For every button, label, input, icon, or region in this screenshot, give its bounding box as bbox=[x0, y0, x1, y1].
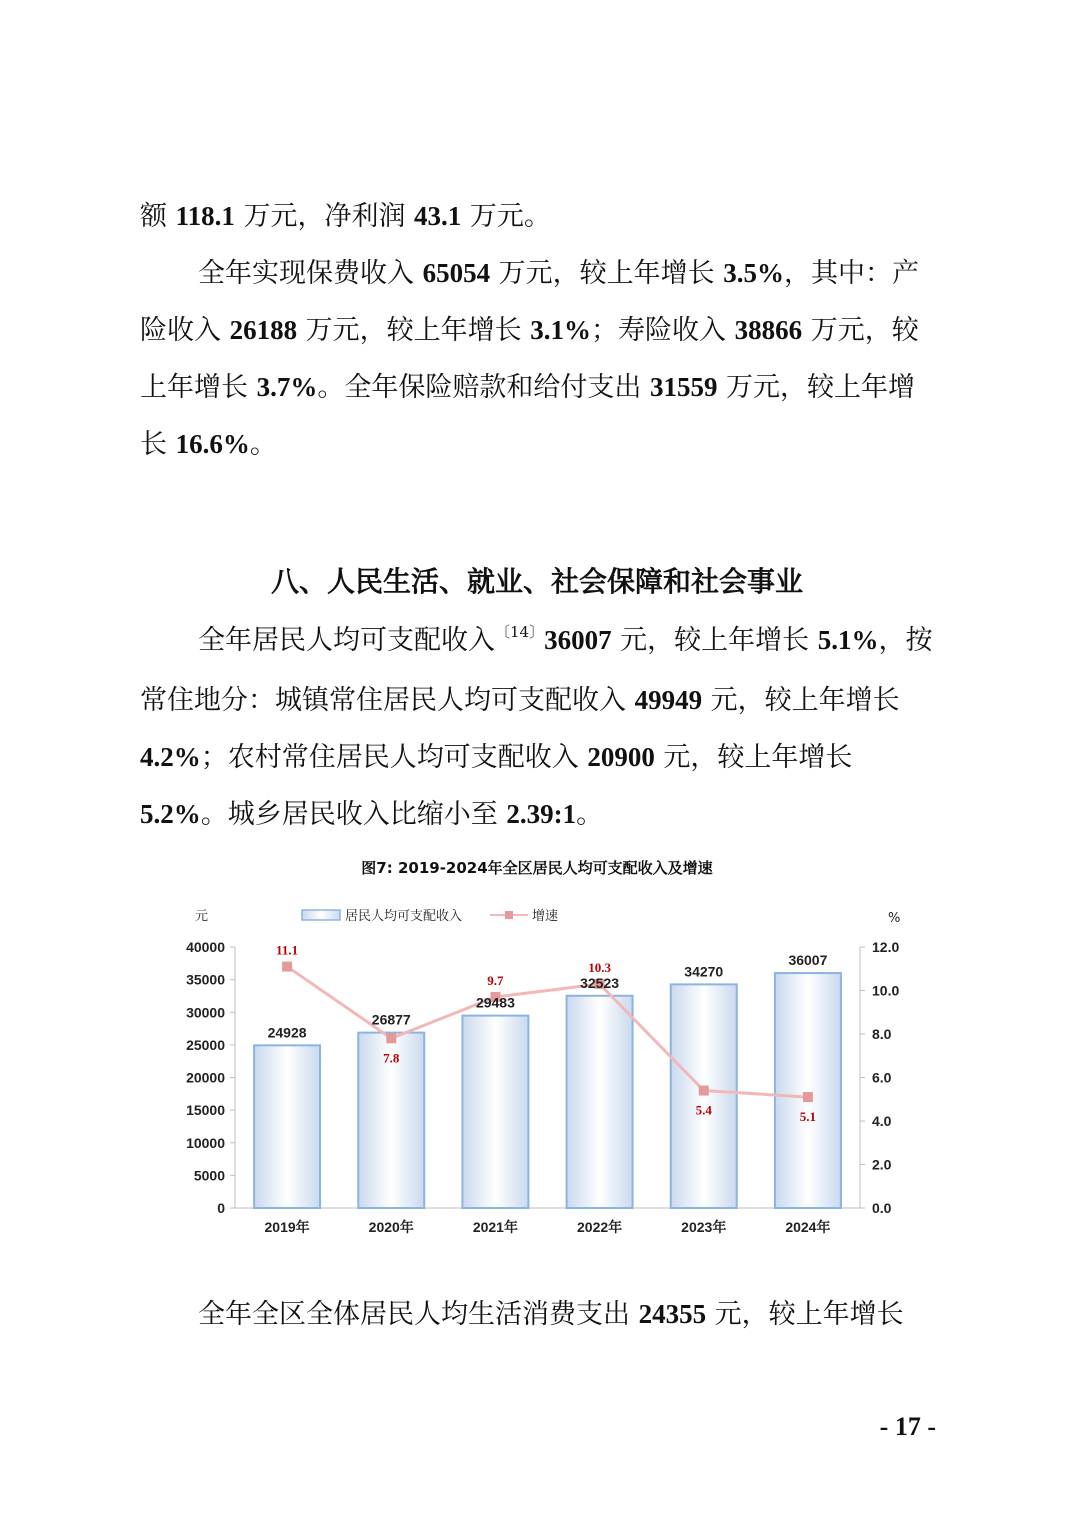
section-heading: 八、人民生活、就业、社会保障和社会事业 bbox=[270, 565, 803, 598]
growth-value-label: 9.7 bbox=[487, 973, 504, 989]
left-tick-label: 20000 bbox=[186, 1069, 225, 1086]
bar bbox=[462, 1016, 528, 1208]
growth-value-label: 10.3 bbox=[588, 959, 611, 975]
chart-legend bbox=[302, 908, 558, 924]
left-tick-label: 25000 bbox=[186, 1036, 225, 1053]
left-tick-label: 30000 bbox=[186, 1004, 225, 1021]
paragraph-insurance-profit: 额 118.1 万元，净利润 43.1 万元。 bbox=[140, 201, 551, 232]
paragraph-insurance-premium: 全年实现保费收入 65054 万元，较上年增长 3.5%，其中：产险收入 26188 万元，较上年增长 3.1%；寿险收入 38866 万元，较上年增长 3.7%。全年保险赔款和给付支出 31559 万元，较上年增长 16.6%。 bbox=[140, 258, 920, 460]
legend-line-marker bbox=[505, 911, 513, 919]
legend-bar-label: 居民人均可支配收入 bbox=[345, 909, 463, 924]
left-tick-label: 10000 bbox=[186, 1134, 225, 1151]
growth-marker bbox=[803, 1092, 813, 1102]
x-tick-label: 2021年 bbox=[472, 1219, 518, 1235]
bar-value-label: 24928 bbox=[267, 1024, 307, 1041]
right-tick-label: 2.0 bbox=[872, 1156, 892, 1173]
income-chart bbox=[170, 895, 930, 1245]
bar-value-label: 26877 bbox=[371, 1011, 411, 1028]
right-tick-label: 8.0 bbox=[872, 1026, 892, 1042]
x-tick-label: 2024年 bbox=[785, 1219, 831, 1235]
bar-value-label: 34270 bbox=[684, 963, 724, 980]
left-tick-label: 0 bbox=[217, 1200, 225, 1216]
growth-marker bbox=[282, 962, 292, 972]
bar-value-label: 36007 bbox=[788, 952, 828, 969]
bar-value-label: 32523 bbox=[580, 974, 620, 991]
left-axis-unit: 元 bbox=[195, 909, 209, 924]
x-tick-label: 2023年 bbox=[681, 1219, 727, 1235]
chart-title: 图7: 2019-2024年全区居民人均可支配收入及增速 bbox=[361, 859, 713, 877]
bar bbox=[254, 1045, 320, 1208]
left-tick-label: 35000 bbox=[186, 971, 225, 988]
footnote-marker: 〔14〕 bbox=[495, 623, 545, 641]
growth-value-label: 11.1 bbox=[276, 942, 299, 958]
paragraph-disposable-income: 全年居民人均可支配收入$^{〔14〕}$36007 元，较上年增长 5.1%，按常住地分：城镇常住居民人均可支配收入 49949 元，较上年增长 4.2%；农村常住居民人均可支配收入 20900 元，较上年增长 5.2%。城乡居民收入比缩小至 2.39:1。 bbox=[140, 623, 933, 830]
right-tick-label: 4.0 bbox=[872, 1113, 892, 1129]
growth-marker bbox=[386, 1033, 396, 1043]
right-tick-label: 0.0 bbox=[872, 1200, 892, 1216]
growth-value-label: 5.4 bbox=[695, 1102, 712, 1118]
growth-value-label: 7.8 bbox=[383, 1050, 400, 1066]
bar bbox=[775, 973, 841, 1208]
bar-value-label: 29483 bbox=[475, 994, 515, 1011]
right-tick-label: 10.0 bbox=[872, 982, 900, 999]
growth-marker bbox=[699, 1086, 709, 1096]
right-tick-label: 12.0 bbox=[872, 939, 900, 955]
paragraph-consumption: 全年全区全体居民人均生活消费支出 24355 元，较上年增长 bbox=[198, 1299, 904, 1330]
legend-bar-swatch bbox=[302, 910, 340, 920]
bar bbox=[567, 996, 633, 1208]
left-tick-label: 5000 bbox=[193, 1167, 225, 1184]
left-tick-label: 40000 bbox=[186, 939, 225, 955]
growth-value-label: 5.1 bbox=[799, 1109, 817, 1125]
legend-line-label: 增速 bbox=[532, 909, 559, 924]
page-number: - 17 - bbox=[879, 1412, 936, 1441]
x-tick-label: 2020年 bbox=[368, 1219, 414, 1235]
right-tick-label: 6.0 bbox=[872, 1069, 892, 1086]
x-tick-label: 2022年 bbox=[577, 1219, 623, 1235]
left-tick-label: 15000 bbox=[186, 1102, 225, 1119]
right-axis-unit: % bbox=[888, 911, 901, 926]
bar bbox=[671, 984, 737, 1208]
x-tick-label: 2019年 bbox=[264, 1219, 310, 1235]
